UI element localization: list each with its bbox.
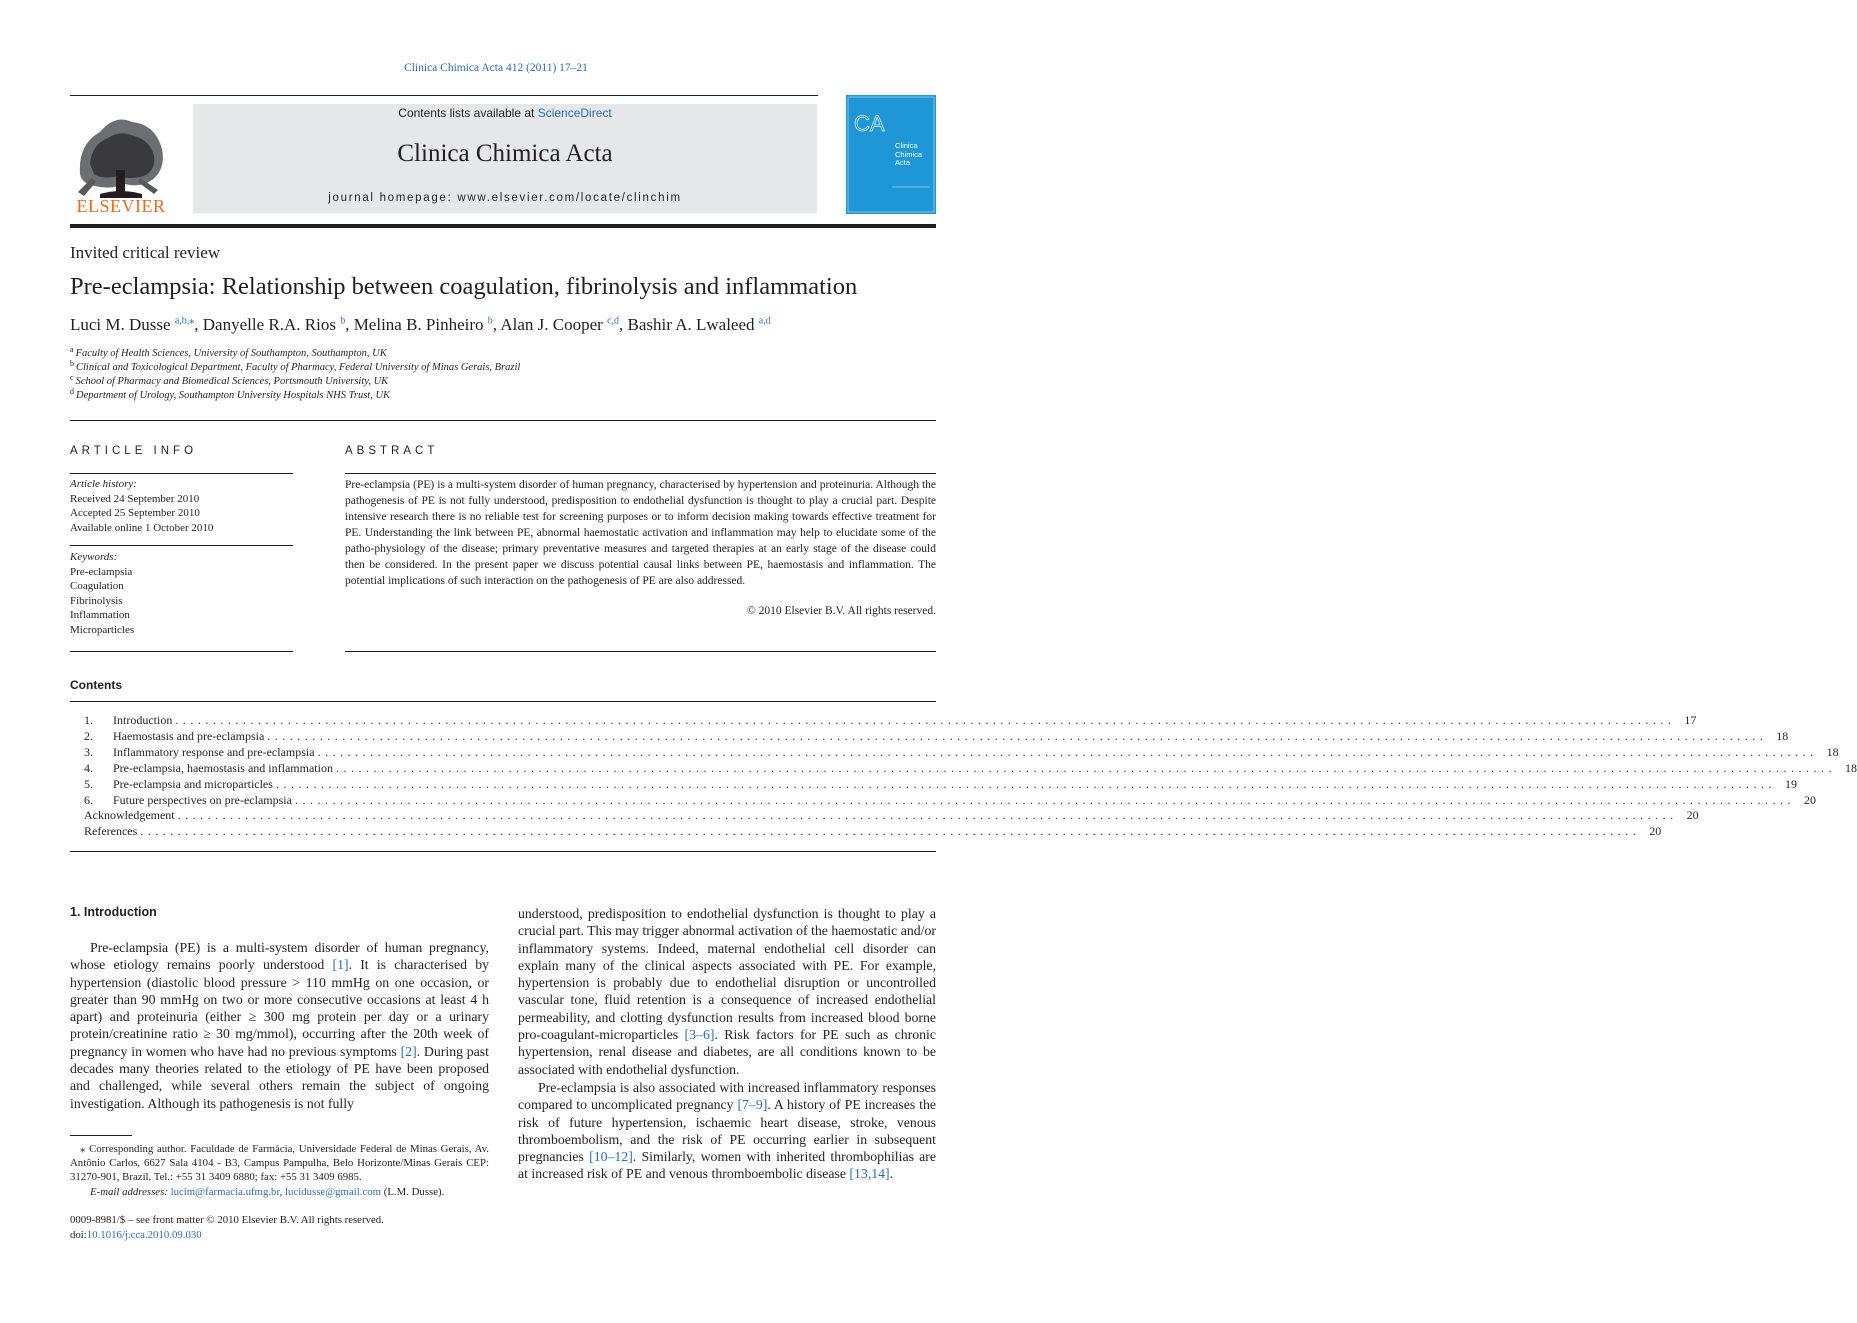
divider xyxy=(70,701,936,702)
toc-number: 3. xyxy=(84,744,93,759)
contents-heading: Contents xyxy=(70,678,122,692)
footnote-rule xyxy=(70,1135,132,1136)
doi-line: doi:10.1016/j.cca.2010.09.030 xyxy=(70,1229,202,1241)
article-title: Pre-eclampsia: Relationship between coagulation, fibrinolysis and inflammation xyxy=(70,273,858,300)
divider xyxy=(70,545,293,546)
toc-page: 18 xyxy=(1776,728,1789,743)
divider xyxy=(70,651,293,652)
citation-link[interactable]: [2] xyxy=(400,1043,417,1059)
toc-leader-dots: ........................................................................................................................................................................................................ xyxy=(294,792,1795,807)
author-affiliation-marks[interactable]: b xyxy=(487,315,493,327)
keywords-label: Keywords: xyxy=(70,551,118,563)
body-text-run: . Risk factors for PE such as chronic hypertension, renal disease and diabetes, are all conditions known to be associated with endothelial dysfunction. xyxy=(518,1027,936,1077)
toc-title: Pre-eclampsia and microparticles xyxy=(113,776,273,791)
history-accepted: Accepted 25 September 2010 xyxy=(70,507,200,519)
affiliation-b: $^b$ Clinical and Toxicological Department, Faculty of Pharmacy, Federal University of Minas Gerais, Brazil xyxy=(70,358,521,373)
author[interactable] xyxy=(203,315,345,334)
keyword-item: Microparticles xyxy=(70,623,135,636)
author[interactable] xyxy=(70,315,194,334)
author-affiliation-marks[interactable]: c,d xyxy=(607,315,620,327)
author-separator: , xyxy=(619,315,628,334)
journal-title: Clinica Chimica Acta xyxy=(397,140,613,167)
keyword-item: Pre-eclampsia xyxy=(70,565,133,578)
abstract-heading: ABSTRACT xyxy=(345,445,439,457)
abstract-text: Pre-eclampsia (PE) is a multi-system disorder of human pregnancy, characterised by hypertension and proteinuria. Although the pathogenesis of PE is not fully understood, predisposition to endothelial dysfunction is thought to play a crucial part. Despite intensive research there is no reliable test for screening purposes or to inform decision making towards effective treatment for PE. Understanding the link between PE, abnormal haemostatic activation and inflammation may help to elucidate some of the patho-physiology of the disease; primary preventative measures and targeted therapies at an early stage of the disease could then be considered. In the present paper we discuss potential causal links between PE, haemostasis and inflammation. The potential implications of such interaction on the pathogenesis of PE are also addressed. xyxy=(345,479,936,587)
keyword-item: Coagulation xyxy=(70,580,124,592)
history-online: Available online 1 October 2010 xyxy=(70,521,214,534)
toc-title: Pre-eclampsia, haemostasis and inflammation xyxy=(113,760,333,775)
citation-link[interactable]: [1] xyxy=(332,957,349,973)
toc-leader-dots: ........................................................................................................................................................................................................ xyxy=(275,776,1776,791)
keyword-item: Inflammation xyxy=(70,609,130,621)
author-name: Melina B. Pinheiro xyxy=(353,315,484,334)
toc-entry[interactable] xyxy=(84,823,1662,839)
journal-homepage-link[interactable]: journal homepage: www.elsevier.com/locate/clinchim xyxy=(328,192,682,204)
body-text-run: Pre-eclampsia (PE) is a multi-system disorder of human pregnancy, whose etiology remains poorly understood xyxy=(70,940,489,973)
body-text-run: . During past decades many theories related to the etiology of PE have been proposed and challenged, while several others remain the subject of ongoing investigation. Although its pathogenesis is not fully xyxy=(70,1043,489,1111)
toc-entry[interactable] xyxy=(84,744,1839,760)
toc-title: References xyxy=(84,824,138,839)
author-separator: , xyxy=(194,315,203,334)
toc-number: 5. xyxy=(84,776,93,791)
masthead-thick-rule xyxy=(70,224,936,228)
toc-entry[interactable] xyxy=(84,712,1697,728)
body-text-run: . A history of PE increases the risk of future hypertension, ischaemic heart disease, stroke, venous thromboembolism, and the risk of PE occurring earlier in subsequent pregnancies xyxy=(518,1097,936,1165)
body-text-run: Pre-eclampsia is also associated with increased inflammatory responses compared to uncomplicated pregnancy xyxy=(518,1080,936,1113)
author-name: Alan J. Cooper xyxy=(500,315,603,334)
abstract-copyright: © 2010 Elsevier B.V. All rights reserved. xyxy=(747,605,936,617)
toc-title: Introduction xyxy=(113,713,173,727)
body-paragraph-col2-2 xyxy=(518,1079,936,1183)
history-label: Article history: xyxy=(70,478,137,490)
toc-title: Future perspectives on pre-eclampsia xyxy=(113,792,292,807)
contents-available-line xyxy=(193,106,817,120)
history-received: Received 24 September 2010 xyxy=(70,492,200,505)
author-list xyxy=(70,315,936,335)
toc-entry[interactable] xyxy=(84,807,1699,823)
article-info-heading: ARTICLE INFO xyxy=(70,445,198,457)
toc-page: 20 xyxy=(1803,792,1816,807)
toc-leader-dots: ........................................................................................................................................................................................................ xyxy=(175,713,1676,727)
email-label: E-mail addresses: xyxy=(90,1186,168,1198)
divider xyxy=(345,473,936,474)
toc-entry[interactable] xyxy=(84,728,1789,744)
toc-number: 4. xyxy=(84,760,93,775)
citation-link[interactable]: [7–9] xyxy=(737,1097,768,1113)
toc-entry[interactable] xyxy=(84,776,1797,792)
affiliation-c: $^c$ School of Pharmacy and Biomedical Sciences, Portsmouth University, UK xyxy=(70,372,389,387)
toc-entry[interactable] xyxy=(84,760,1857,776)
author-separator: , xyxy=(492,315,501,334)
toc-leader-dots: ........................................................................................................................................................................................................ xyxy=(317,744,1818,759)
citation-link[interactable]: [13,14] xyxy=(849,1166,890,1182)
corresponding-author-note: ⁎ Corresponding author. Faculdade de Farmácia, Universidade Federal de Minas Gerais, Av. Antônio Carlos, 6627 Sala 4104 - B3, Campus Pampulha, Belo Horizonte/Minas Gerais CEP: 31270-901, Brazil. Tel.: +55 31 3409 6880; fax: +55 31 3409 6985. xyxy=(70,1143,489,1183)
running-head[interactable]: Clinica Chimica Acta 412 (2011) 17–21 xyxy=(404,62,588,74)
email-line: E-mail addresses: lucim@farmacia.ufmg.br, lucidusse@gmail.com (L.M. Dusse). xyxy=(90,1186,445,1198)
email-link[interactable]: lucidusse@gmail.com xyxy=(285,1186,382,1198)
issn-line: 0009-8981/$ – see front matter © 2010 Elsevier B.V. All rights reserved. xyxy=(70,1214,384,1226)
divider xyxy=(70,420,936,421)
toc-title: Haemostasis and pre-eclampsia xyxy=(113,728,265,743)
contents-prefix: Contents lists available at xyxy=(398,106,538,120)
body-text-run: . It is characterised by hypertension (diastolic blood pressure > 110 mmHg on one occasion, or greater than 90 mmHg on two or more consecutive occasions at least 4 h apart) and proteinuria (either ≥ 300 mg protein per day or a urinary protein/creatinine ratio ≥ 30 mg/mmol), occurring after the 20th week of pregnancy in women who have had no previous symptoms xyxy=(70,957,489,1059)
toc-leader-dots: ........................................................................................................................................................................................................ xyxy=(177,808,1678,823)
author-affiliation-marks[interactable]: b xyxy=(340,315,346,327)
sciencedirect-link[interactable]: ScienceDirect xyxy=(537,106,612,120)
author-name: Luci M. Dusse xyxy=(70,315,171,334)
toc-number: 2. xyxy=(84,728,93,743)
cover-title: Clinica Chimica Acta xyxy=(895,141,923,167)
article-type: Invited critical review xyxy=(70,243,221,262)
affiliation-d: $^d$ Department of Urology, Southampton University Hospitals NHS Trust, UK xyxy=(70,386,391,401)
divider xyxy=(70,473,293,474)
affiliation-a: $^a$ Faculty of Health Sciences, University of Southampton, Southampton, UK xyxy=(70,344,387,359)
section-heading-introduction: 1. Introduction xyxy=(70,905,157,919)
body-paragraph-col2-1 xyxy=(518,905,936,1078)
toc-title: Inflammatory response and pre-eclampsia xyxy=(113,744,315,759)
keywords xyxy=(70,550,293,637)
email-link[interactable]: lucim@farmacia.ufmg.br xyxy=(170,1186,280,1198)
author-name: Bashir A. Lwaleed xyxy=(627,315,755,334)
citation-link[interactable]: [3–6] xyxy=(684,1027,715,1043)
author[interactable] xyxy=(354,315,493,334)
author[interactable] xyxy=(628,315,771,334)
toc-leader-dots: ........................................................................................................................................................................................................ xyxy=(335,760,1836,775)
toc-leader-dots: ........................................................................................................................................................................................................ xyxy=(140,824,1641,839)
author-name: Danyelle R.A. Rios xyxy=(202,315,336,334)
toc-title: Acknowledgement xyxy=(84,808,175,823)
doi-link[interactable]: 10.1016/j.cca.2010.09.030 xyxy=(86,1229,202,1241)
toc-page: 20 xyxy=(1686,808,1699,823)
author[interactable] xyxy=(500,315,619,334)
toc-number: 6. xyxy=(84,792,93,807)
body-text-run: . xyxy=(889,1166,894,1182)
keyword-item: Fibrinolysis xyxy=(70,594,123,607)
body-text-run: . Similarly, women with inherited thrombophilias are at increased risk of PE and venous thromboembolic disease xyxy=(518,1149,936,1182)
toc-page: 18 xyxy=(1826,744,1839,759)
citation-link[interactable]: [10–12] xyxy=(589,1149,633,1165)
body-paragraph-col1 xyxy=(70,939,489,1112)
toc-leader-dots: ........................................................................................................................................................................................................ xyxy=(267,728,1768,743)
publisher-wordmark: ELSEVIER xyxy=(76,196,166,216)
toc-page: 17 xyxy=(1684,713,1697,727)
toc-page: 18 xyxy=(1844,760,1857,775)
toc-page: 19 xyxy=(1784,776,1797,791)
toc-page: 20 xyxy=(1649,824,1662,839)
author-separator: , xyxy=(345,315,354,334)
body-text-run: understood, predisposition to endothelial dysfunction is thought to play a crucial part. This may trigger abnormal activation of the haemostatic and/or inflammatory systems. Indeed, maternal endothelial cell disorder can explain many of the clinical aspects associated with PE. For example, hypertension is probably due to endothelial disruption or uncontrolled vascular tone, fluid retention is a consequence of increased endothelial permeability, and clotting dysfunction results from increased blood borne pro-coagulant-microparticles xyxy=(518,906,936,1043)
divider xyxy=(345,651,936,652)
divider xyxy=(70,851,936,852)
masthead-rule xyxy=(70,95,818,96)
article-history xyxy=(70,477,293,535)
svg-text:CA: CA xyxy=(854,111,885,136)
author-affiliation-marks[interactable]: a,d xyxy=(758,315,771,327)
corresponding-author-mark[interactable]: ⁎ xyxy=(189,315,195,327)
toc-number: 1. xyxy=(84,713,93,727)
author-affiliation-marks[interactable]: a,b, xyxy=(174,315,190,327)
toc-entry[interactable] xyxy=(84,792,1816,808)
